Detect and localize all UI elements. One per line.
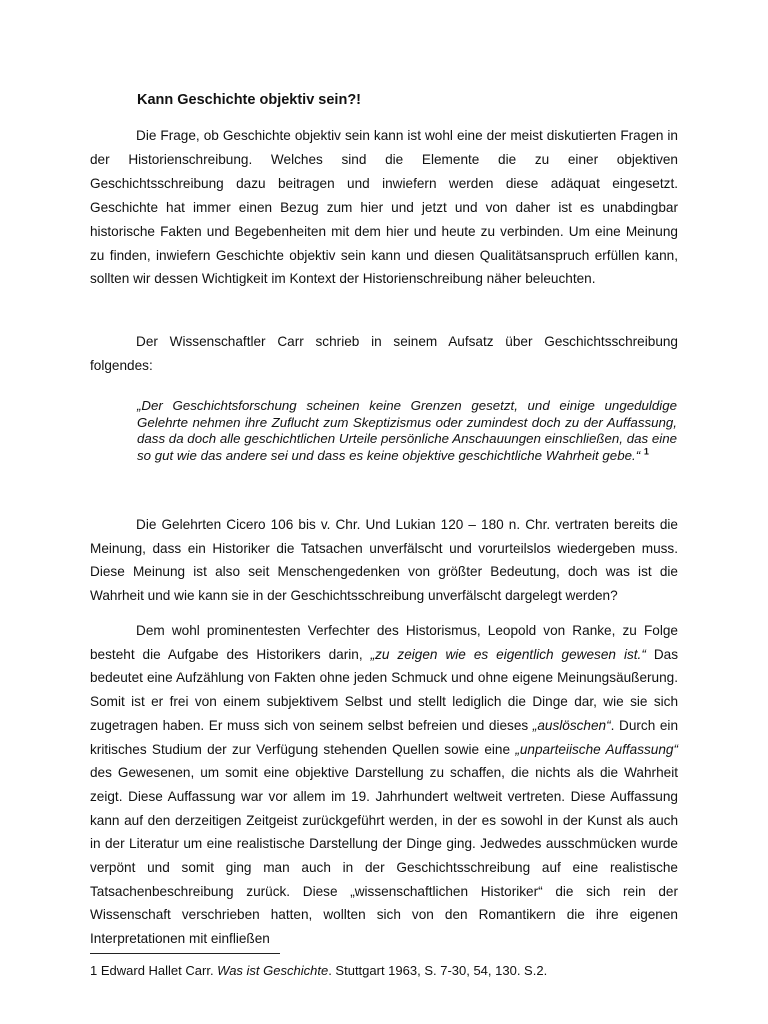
footnote: [90, 963, 547, 978]
ranke-quote-2: „auslöschen“: [532, 717, 611, 733]
ranke-text-2: Das bedeutet eine Aufzählung von Fakten ohne jeden Schmuck und ohne eigene Meinungsäußerung. Somit ist er frei von einem subjektivem Selbst und stellt lediglich die Dinge dar, wie sie sich zugetragen haben. Er muss sich von seinem selbst befreien und dieses: [90, 646, 678, 733]
footnote-author: Edward Hallet Carr.: [97, 963, 218, 978]
paragraph-cicero: Die Gelehrten Cicero 106 bis v. Chr. Und Lukian 120 – 180 n. Chr. vertraten bereits die Meinung, dass ein Historiker die Tatsachen unverfälscht und vorurteilslos wiedergeben muss. Diese Meinung ist also seit Menschengedenken von größter Bedeutung, doch was ist die Wahrheit und wie kann sie in der Geschichtsschreibung unverfälscht dargelegt werden?: [90, 517, 678, 603]
ranke-text-1: Dem wohl prominentesten Verfechter des Historismus, Leopold von Ranke, zu Folge besteht die Aufgabe des Historikers darin,: [90, 623, 678, 662]
footnote-number: 1: [90, 963, 98, 978]
paragraph-carr-intro: Der Wissenschaftler Carr schrieb in seinem Aufsatz über Geschichtsschreibung folgendes:: [90, 334, 678, 373]
ranke-text-4: des Gewesenen, um somit eine objektive Darstellung zu schaffen, die nichts als die Wahrheit zeigt. Diese Auffassung war vor allem im 19. Jahrhundert weltweit vertreten. Diese Auffassung kann auf den derzeitigen Zeitgeist zurückgeführt werden, in der es sowohl in der Kunst als auch in der Literatur um eine realistische Darstellung der Dinge ging. Jedwedes ausschmücken wurde verpönt und somit ging man auch in der Geschichtsschreibung auf eine realistische Tatsachenbeschreibung zurück. Diese „wissenschaftlichen Historiker“ die sich rein der Wissenschaft verschrieben hatten, wollten sich von den Romantikern die ihre eigenen Interpretationen mit einfließen: [90, 765, 678, 947]
quote-text: „Der Geschichtsforschung scheinen keine Grenzen gesetzt, und einige ungeduldige Gelehrte nehmen ihre Zuflucht zum Skeptizismus oder zumindest doch zu der Auffassung, dass da doch alle geschichtlichen Urteile persönliche Anschauungen einschließen, das eine so gut wie das andere sei und dass es keine objektive geschichtliche Wahrheit gebe.“: [137, 398, 677, 463]
footnote-divider: [90, 953, 280, 954]
ranke-quote-3: „unparteiische Auffassung“: [515, 741, 679, 757]
ranke-text-3: . Durch ein kritisches Studium der zur Verfügung stehenden Quellen sowie eine: [90, 717, 679, 757]
footnote-marker: 1: [643, 446, 649, 457]
document-title: Kann Geschichte objektiv sein?!: [137, 92, 361, 108]
footnote-details: . Stuttgart 1963, S. 7-30, 54, 130. S.2.: [328, 963, 548, 978]
paragraph-intro: Die Frage, ob Geschichte objektiv sein kann ist wohl eine der meist diskutierten Fragen in der Historienschreibung. Welches sind die Elemente die zu einer objektiven Geschichtsschreibung dazu beitragen und inwiefern werden diese adäquat eingesetzt. Geschichte hat immer einen Bezug zum hier und jetzt und von daher ist es unabdingbar historische Fakten und Begebenheiten mit dem hier und heute zu verbinden. Um eine Meinung zu finden, inwiefern Geschichte objektiv sein kann und diesen Qualitätsanspruch erfüllen kann, sollten wir dessen Wichtigkeit im Kontext der Historienschreibung näher beleuchten.: [90, 128, 678, 287]
paragraph-ranke: [90, 619, 678, 951]
ranke-quote-1: „zu zeigen wie es eigentlich gewesen ist.“: [370, 646, 646, 662]
footnote-work: Was ist Geschichte: [217, 963, 329, 978]
block-quote: [137, 398, 677, 464]
